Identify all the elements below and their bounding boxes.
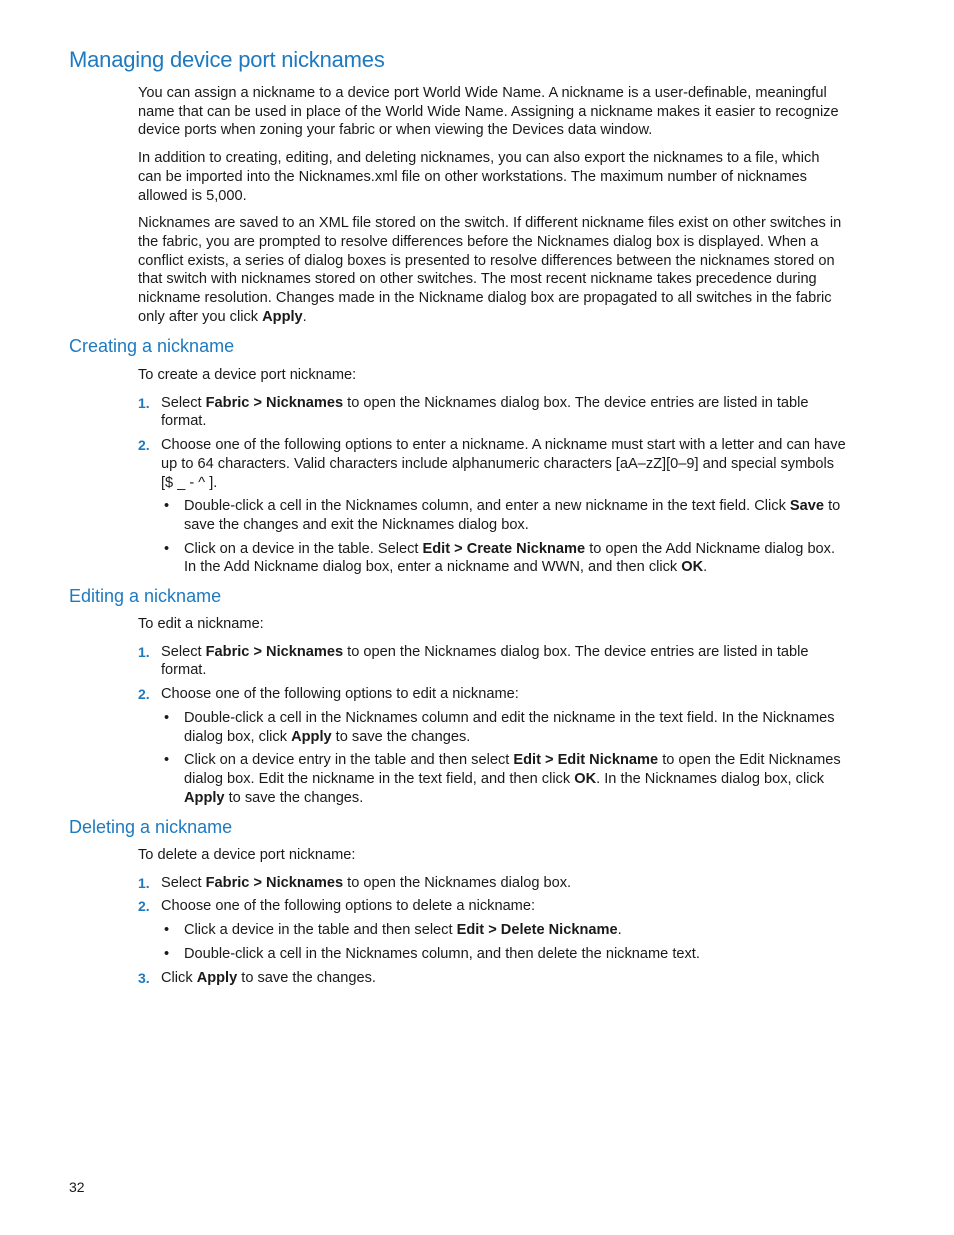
intro-paragraph: In addition to creating, editing, and deleting nicknames, you can also export the nicknames to a file, which can be imported into the Nicknames.xml file on other workstations. The maximum number of nicknames allowed is 5,000. xyxy=(138,150,820,204)
list-item xyxy=(161,709,846,746)
step-text: Select Fabric > Nicknames to open the Nicknames dialog box. The device entries are listed in table format. xyxy=(161,643,809,679)
list-item xyxy=(138,643,846,680)
editing-section xyxy=(138,615,846,807)
intro-paragraph: You can assign a nickname to a device port World Wide Name. A nickname is a user-definable, meaningful name that can be used in place of the World Wide Name. Assigning a nickname makes it easier to recognize device ports when zoning your fabric or when viewing the Devices data window. xyxy=(138,85,839,139)
list-item xyxy=(161,497,846,534)
bullet-text: Double-click a cell in the Nicknames column and edit the nickname in the text field. In the Nicknames dialog box, click Apply to save the changes. xyxy=(184,709,835,745)
step-number: 1. xyxy=(138,874,150,891)
bullet-text: Click on a device in the table. Select Edit > Create Nickname to open the Add Nickname dialog box. In the Add Nickname dialog box, enter a nickname and WWN, and then click OK. xyxy=(184,540,836,576)
section-heading-creating: Creating a nickname xyxy=(69,336,235,356)
creating-section xyxy=(138,366,846,577)
section-intro: To edit a nickname: xyxy=(138,616,264,632)
list-item xyxy=(138,874,846,893)
creating-steps xyxy=(138,394,846,577)
section-intro: To delete a device port nickname: xyxy=(138,847,356,863)
step-number: 1. xyxy=(138,643,150,660)
page-number: 32 xyxy=(69,1179,85,1195)
step-text: Choose one of the following options to enter a nickname. A nickname must start with a letter and can have up to 64 characters. Valid characters include alphanumeric characters [aA–zZ][0–9] and special symbols [$ _ - ^ ]. xyxy=(161,437,846,491)
bullet-list xyxy=(161,921,846,963)
list-item xyxy=(161,945,846,964)
list-item xyxy=(138,897,846,963)
bullet-icon: • xyxy=(164,540,170,557)
bullet-list xyxy=(161,497,846,577)
step-text: Select Fabric > Nicknames to open the Nicknames dialog box. The device entries are listed in table format. xyxy=(161,394,809,430)
step-number: 2. xyxy=(138,898,150,915)
step-number: 3. xyxy=(138,969,150,986)
bullet-icon: • xyxy=(164,752,170,769)
bullet-icon: • xyxy=(164,945,170,962)
step-number: 2. xyxy=(138,686,150,703)
section-intro: To create a device port nickname: xyxy=(138,367,357,383)
section-heading-deleting: Deleting a nickname xyxy=(69,817,233,837)
intro-paragraph: Nicknames are saved to an XML file stored on the switch. If different nickname files exist on other switches in the fabric, you are prompted to resolve differences before the Nicknames dialog box is displayed. When a conflict exists, a series of dialog boxes is presented to resolve differences between the nicknames stored on that switch with nicknames stored on other switches. The most recent nickname takes precedence during nickname resolution. Changes made in the Nickname dialog box are propagated to all switches in the fabric only after you click Apply. xyxy=(138,215,842,325)
bullet-icon: • xyxy=(164,498,170,515)
page-title: Managing device port nicknames xyxy=(69,47,385,72)
list-item xyxy=(161,921,846,940)
step-number: 2. xyxy=(138,437,150,454)
bullet-icon: • xyxy=(164,922,170,939)
step-number: 1. xyxy=(138,394,150,411)
bullet-text: Click a device in the table and then select Edit > Delete Nickname. xyxy=(184,922,622,939)
step-text: Choose one of the following options to edit a nickname: xyxy=(161,686,519,703)
bullet-list xyxy=(161,709,846,808)
list-item xyxy=(138,394,846,431)
list-item xyxy=(138,685,846,807)
step-text: Choose one of the following options to delete a nickname: xyxy=(161,898,536,915)
section-heading-editing: Editing a nickname xyxy=(69,586,222,606)
step-text: Select Fabric > Nicknames to open the Nicknames dialog box. xyxy=(161,874,572,891)
deleting-steps xyxy=(138,874,846,988)
bullet-text: Double-click a cell in the Nicknames column, and enter a new nickname in the text field. Click Save to save the changes and exit the Nicknames dialog box. xyxy=(184,498,841,533)
list-item xyxy=(138,436,846,577)
intro-section xyxy=(138,84,846,326)
bullet-icon: • xyxy=(164,709,170,726)
list-item xyxy=(161,751,846,807)
step-text: Click Apply to save the changes. xyxy=(161,969,376,986)
deleting-section xyxy=(138,846,846,987)
bullet-text: Double-click a cell in the Nicknames column, and then delete the nickname text. xyxy=(184,945,700,962)
list-item xyxy=(161,540,846,577)
editing-steps xyxy=(138,643,846,808)
bullet-text: Click on a device entry in the table and then select Edit > Edit Nickname to open the Edit Nicknames dialog box. Edit the nickname in the text field, and then click OK. In the Nicknames dialog box, click Apply to save the changes. xyxy=(184,752,841,806)
list-item xyxy=(138,969,846,988)
